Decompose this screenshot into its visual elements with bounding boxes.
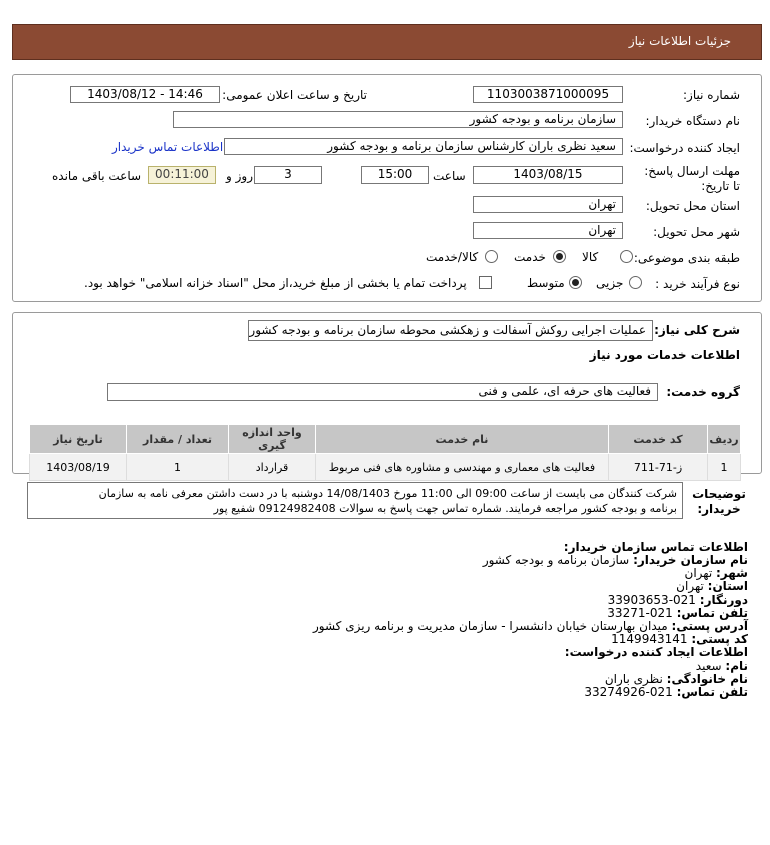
process-radio-medium[interactable]	[569, 276, 582, 289]
deadline-date-field: 1403/08/15	[473, 166, 623, 184]
treasury-checkbox[interactable]	[479, 276, 492, 289]
cell-code: ز-71-711	[609, 454, 708, 481]
treasury-text: پرداخت تمام یا بخشی از مبلغ خرید،از محل "اسناد خزانه اسلامی" خواهد بود.	[84, 276, 467, 290]
service-group-field: فعالیت های حرفه ای، علمی و فنی	[107, 383, 658, 401]
col-code-header: کد خدمت	[609, 425, 708, 454]
cell-unit: قرارداد	[229, 454, 316, 481]
days-field: 3	[254, 166, 322, 184]
deadline-label: مهلت ارسال پاسخ: تا تاریخ:	[644, 164, 740, 193]
page-title: جزئیات اطلاعات نیاز	[628, 34, 731, 48]
contact-fax: دورنگار: 021-33903653	[607, 593, 748, 607]
category-option-goods: کالا	[582, 250, 599, 264]
table-header-row	[30, 425, 741, 454]
col-unit-header: واحد اندازه گیری	[229, 425, 316, 454]
contact-phone: تلفن تماس: 021-33271	[607, 606, 748, 620]
summary-field: عملیات اجرایی روکش آسفالت و زهکشی محوطه سازمان برنامه و بودجه کشور	[248, 320, 653, 341]
contact-title: اطلاعات تماس سازمان خریدار:	[563, 540, 748, 554]
contact-postal: کد پستی: 1149943141	[611, 632, 748, 646]
remaining-time-field: 00:11:00	[148, 166, 216, 184]
category-option-goods-service: کالا/خدمت	[426, 250, 479, 264]
category-radio-goods[interactable]	[620, 250, 633, 263]
service-group-label: گروه خدمت:	[666, 385, 740, 399]
process-option-medium: متوسط	[527, 276, 565, 290]
province-field: تهران	[473, 196, 623, 213]
notes-label: توضیحات خریدار:	[692, 487, 746, 516]
process-option-minor: جزیی	[596, 276, 624, 290]
notes-box	[27, 482, 683, 519]
city-field: تهران	[473, 222, 623, 239]
contact-province: استان: تهران	[676, 579, 748, 593]
table-row	[30, 454, 741, 481]
deadline-time-field: 15:00	[361, 166, 429, 184]
announce-label: تاریخ و ساعت اعلان عمومی:	[222, 88, 367, 102]
cell-name: فعالیت های معماری و مهندسی و مشاوره های فنی مربوط	[316, 454, 609, 481]
need-number-field: 1103003871000095	[473, 86, 623, 103]
days-label: روز و	[226, 169, 253, 183]
buyer-contact-link[interactable]: اطلاعات تماس خریدار	[112, 140, 224, 154]
contact-city: شهر: تهران	[684, 566, 748, 580]
col-qty-header: تعداد / مقدار	[127, 425, 229, 454]
cell-row: 1	[708, 454, 741, 481]
province-label: استان محل تحویل:	[645, 199, 740, 213]
contact-org: نام سازمان خریدار: سازمان برنامه و بودجه کشور	[482, 553, 748, 567]
summary-label: شرح کلی نیاز:	[654, 323, 740, 337]
category-radio-service[interactable]	[553, 250, 566, 263]
category-label: طبقه بندی موضوعی:	[633, 251, 740, 265]
announce-field: 1403/08/12 - 14:46	[70, 86, 220, 103]
need-number-label: شماره نیاز:	[683, 88, 740, 102]
buyer-org-field: سازمان برنامه و بودجه کشور	[173, 111, 623, 128]
city-label: شهر محل تحویل:	[653, 225, 740, 239]
contact-address: آدرس پستی: میدان بهارستان خیابان دانشسرا - سازمان مدیریت و برنامه ریزی کشور	[312, 619, 748, 633]
creator-info-title: اطلاعات ایجاد کننده درخواست:	[564, 645, 748, 659]
cell-date: 1403/08/19	[30, 454, 127, 481]
process-label: نوع فرآیند خرید :	[655, 277, 740, 291]
cell-qty: 1	[127, 454, 229, 481]
process-radio-minor[interactable]	[629, 276, 642, 289]
services-heading: اطلاعات خدمات مورد نیاز	[589, 348, 740, 362]
col-date-header: تاریخ نیاز	[30, 425, 127, 454]
notes-line-2: برنامه و بودجه کشور مراجعه فرمایند. شماره تماس جهت پاسخ به سوالات 09124982408 شفیع پور	[213, 502, 677, 515]
col-name-header: نام خدمت	[316, 425, 609, 454]
creator-label: ایجاد کننده درخواست:	[629, 141, 740, 155]
notes-line-1: شرکت کنندگان می بایست از ساعت 09:00 الی 11:00 مورخ 14/08/1403 دوشنبه با در دست داشتن معرفی نامه به سازمان	[98, 487, 677, 500]
col-row-header: ردیف	[708, 425, 741, 454]
category-option-service: خدمت	[514, 250, 546, 264]
category-radio-goods-service[interactable]	[485, 250, 498, 263]
buyer-org-label: نام دستگاه خریدار:	[645, 114, 740, 128]
services-table	[29, 424, 741, 481]
creator-field: سعید نظری باران کارشناس سازمان برنامه و بودجه کشور	[224, 138, 623, 155]
creator-family: نام خانوادگی: نظری باران	[604, 672, 748, 686]
remaining-label: ساعت باقی مانده	[52, 169, 142, 183]
page-header	[12, 24, 762, 60]
creator-name: نام: سعید	[695, 659, 748, 673]
creator-phone: تلفن تماس: 021-33274926	[584, 685, 748, 699]
time-label: ساعت	[433, 169, 466, 183]
